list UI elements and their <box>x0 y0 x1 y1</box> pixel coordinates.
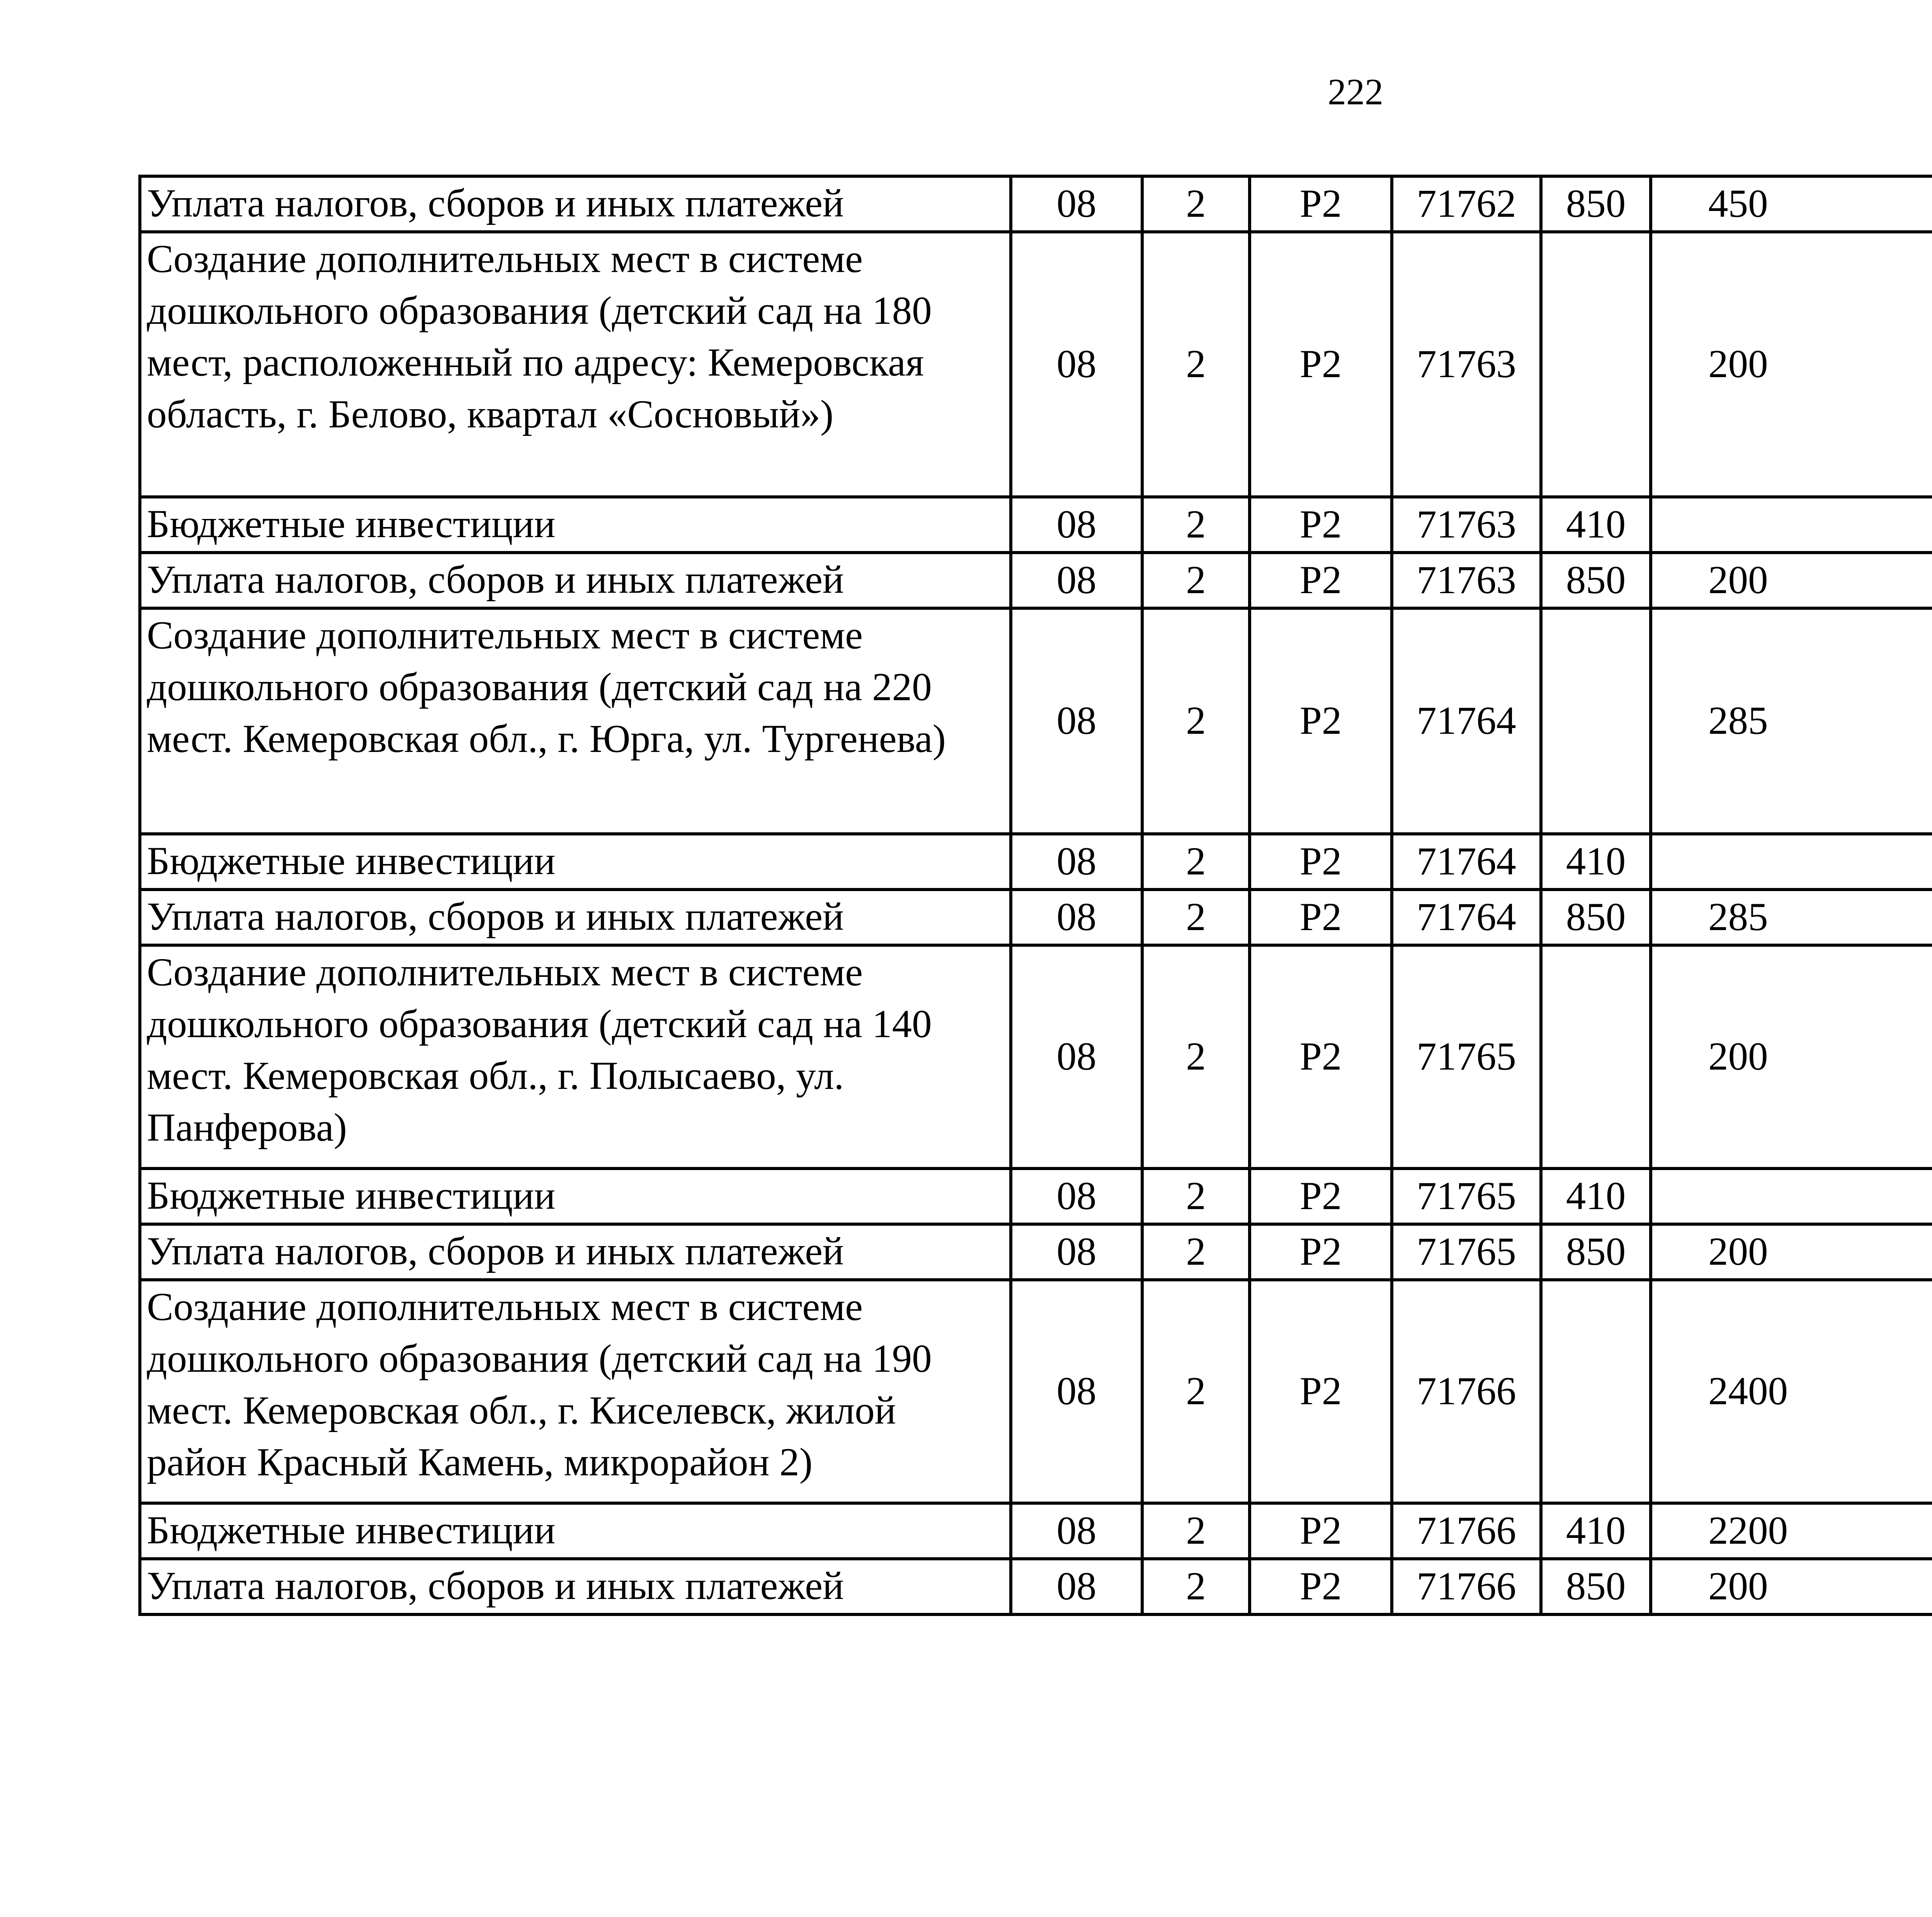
section-code: 08 <box>1011 497 1142 553</box>
amount-col-1: 200 <box>1651 232 1932 497</box>
amount-col-1 <box>1651 497 1932 553</box>
expense-type-code: 410 <box>1541 1503 1651 1559</box>
program-code: P2 <box>1250 497 1392 553</box>
budget-table <box>138 175 1932 1616</box>
row-description: Бюджетные инвестиции <box>140 834 1011 890</box>
table-row <box>140 553 1932 608</box>
page-number: 222 <box>1328 71 1383 112</box>
table-row <box>140 1503 1932 1559</box>
table-row <box>140 497 1932 553</box>
amount-col-1: 200 <box>1651 553 1932 608</box>
target-code: 71764 <box>1392 890 1541 945</box>
amount-col-1: 285 <box>1651 608 1932 834</box>
amount-col-1 <box>1651 1169 1932 1224</box>
section-code: 08 <box>1011 834 1142 890</box>
program-code: P2 <box>1250 232 1392 497</box>
amount-col-1: 450 <box>1651 176 1932 232</box>
target-code: 71764 <box>1392 608 1541 834</box>
section-code: 08 <box>1011 1224 1142 1280</box>
table-row <box>140 1559 1932 1614</box>
subsection-code: 2 <box>1142 1224 1250 1280</box>
section-code: 08 <box>1011 553 1142 608</box>
expense-type-code <box>1541 608 1651 834</box>
subsection-code: 2 <box>1142 176 1250 232</box>
section-code: 08 <box>1011 945 1142 1169</box>
target-code: 71762 <box>1392 176 1541 232</box>
amount-col-1 <box>1651 834 1932 890</box>
table-row <box>140 1224 1932 1280</box>
section-code: 08 <box>1011 1559 1142 1614</box>
table-row <box>140 890 1932 945</box>
expense-type-code <box>1541 945 1651 1169</box>
row-description: Бюджетные инвестиции <box>140 497 1011 553</box>
program-code: P2 <box>1250 176 1392 232</box>
table-row <box>140 1280 1932 1503</box>
target-code: 71765 <box>1392 1169 1541 1224</box>
table-row <box>140 1169 1932 1224</box>
subsection-code: 2 <box>1142 1503 1250 1559</box>
program-code: P2 <box>1250 1559 1392 1614</box>
row-description: Уплата налогов, сборов и иных платежей <box>140 553 1011 608</box>
amount-col-1: 285 <box>1651 890 1932 945</box>
row-description: Уплата налогов, сборов и иных платежей <box>140 176 1011 232</box>
program-code: P2 <box>1250 834 1392 890</box>
expense-type-code: 410 <box>1541 834 1651 890</box>
program-code: P2 <box>1250 890 1392 945</box>
row-description: Создание дополнительных мест в системе дошкольного образования (детский сад на 140 мест. Кемеровская обл., г. Полысаево, ул. Панферова) <box>140 945 1011 1169</box>
row-description: Бюджетные инвестиции <box>140 1169 1011 1224</box>
subsection-code: 2 <box>1142 1280 1250 1503</box>
table-row <box>140 608 1932 834</box>
subsection-code: 2 <box>1142 232 1250 497</box>
program-code: P2 <box>1250 1169 1392 1224</box>
expense-type-code <box>1541 232 1651 497</box>
subsection-code: 2 <box>1142 945 1250 1169</box>
program-code: P2 <box>1250 1280 1392 1503</box>
table-row <box>140 945 1932 1169</box>
table-row <box>140 834 1932 890</box>
amount-col-1: 2400 <box>1651 1280 1932 1503</box>
target-code: 71764 <box>1392 834 1541 890</box>
target-code: 71765 <box>1392 1224 1541 1280</box>
section-code: 08 <box>1011 608 1142 834</box>
expense-type-code: 850 <box>1541 1224 1651 1280</box>
row-description: Уплата налогов, сборов и иных платежей <box>140 1559 1011 1614</box>
subsection-code: 2 <box>1142 1169 1250 1224</box>
target-code: 71763 <box>1392 232 1541 497</box>
amount-col-1: 200 <box>1651 1559 1932 1614</box>
row-description: Уплата налогов, сборов и иных платежей <box>140 890 1011 945</box>
subsection-code: 2 <box>1142 608 1250 834</box>
target-code: 71763 <box>1392 553 1541 608</box>
program-code: P2 <box>1250 1503 1392 1559</box>
table-row <box>140 176 1932 232</box>
expense-type-code: 850 <box>1541 176 1651 232</box>
row-description: Уплата налогов, сборов и иных платежей <box>140 1224 1011 1280</box>
program-code: P2 <box>1250 553 1392 608</box>
amount-col-1: 200 <box>1651 1224 1932 1280</box>
subsection-code: 2 <box>1142 553 1250 608</box>
subsection-code: 2 <box>1142 834 1250 890</box>
target-code: 71765 <box>1392 945 1541 1169</box>
expense-type-code: 410 <box>1541 1169 1651 1224</box>
row-description: Создание дополнительных мест в системе дошкольного образования (детский сад на 190 мест. Кемеровская обл., г. Киселевск, жилой район Красный Камень, микрорайон 2) <box>140 1280 1011 1503</box>
table-row <box>140 232 1932 497</box>
section-code: 08 <box>1011 890 1142 945</box>
expense-type-code: 850 <box>1541 1559 1651 1614</box>
target-code: 71766 <box>1392 1559 1541 1614</box>
subsection-code: 2 <box>1142 890 1250 945</box>
section-code: 08 <box>1011 232 1142 497</box>
row-description: Создание дополнительных мест в системе дошкольного образования (детский сад на 220 мест. Кемеровская обл., г. Юрга, ул. Тургенева) <box>140 608 1011 834</box>
subsection-code: 2 <box>1142 497 1250 553</box>
target-code: 71766 <box>1392 1280 1541 1503</box>
section-code: 08 <box>1011 1169 1142 1224</box>
expense-type-code <box>1541 1280 1651 1503</box>
subsection-code: 2 <box>1142 1559 1250 1614</box>
target-code: 71763 <box>1392 497 1541 553</box>
program-code: P2 <box>1250 1224 1392 1280</box>
target-code: 71766 <box>1392 1503 1541 1559</box>
row-description: Бюджетные инвестиции <box>140 1503 1011 1559</box>
expense-type-code: 850 <box>1541 890 1651 945</box>
section-code: 08 <box>1011 176 1142 232</box>
section-code: 08 <box>1011 1503 1142 1559</box>
expense-type-code: 410 <box>1541 497 1651 553</box>
program-code: P2 <box>1250 945 1392 1169</box>
amount-col-1: 2200 <box>1651 1503 1932 1559</box>
program-code: P2 <box>1250 608 1392 834</box>
row-description: Создание дополнительных мест в системе дошкольного образования (детский сад на 180 мест, расположенный по адресу: Кемеровская область, г. Белово, квартал «Сосновый») <box>140 232 1011 497</box>
section-code: 08 <box>1011 1280 1142 1503</box>
amount-col-1: 200 <box>1651 945 1932 1169</box>
expense-type-code: 850 <box>1541 553 1651 608</box>
